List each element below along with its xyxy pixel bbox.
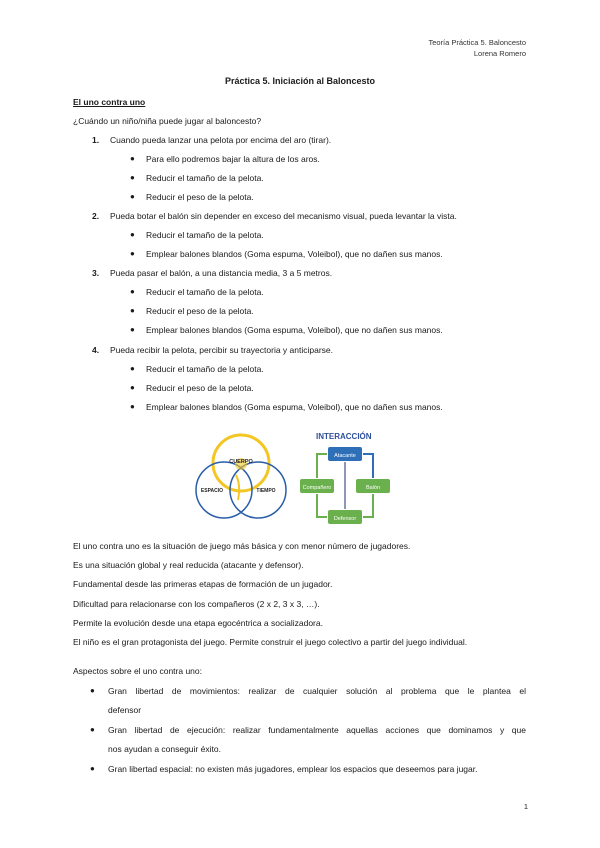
question-text: ¿Cuándo un niño/niña puede jugar al baloncesto? [73, 116, 262, 126]
bullet: ● [130, 383, 135, 392]
item-text: Cuando pueda lanzar una pelota por encima del aro (tirar). [110, 135, 332, 145]
bullet: ● [130, 287, 135, 296]
bullet: ● [90, 764, 95, 773]
item-number: 2. [92, 211, 100, 221]
bullet: ● [130, 192, 135, 201]
sub-item: Reducir el tamaño de la pelota. [146, 364, 264, 374]
interaction-title: INTERACCIÓN [316, 432, 372, 441]
connector-right-top [363, 454, 373, 478]
page-number: 1 [523, 802, 528, 811]
bullet: ● [90, 686, 95, 695]
bullet: ● [130, 306, 135, 315]
item-number: 4. [92, 345, 100, 355]
venn-figure-mark [236, 475, 239, 500]
box-attacker-label: Atacante [334, 453, 356, 459]
paragraph: Permite la evolución desde una etapa egocéntrica a socializadora. [73, 618, 323, 628]
paragraph: Dificultad para relacionarse con los compañeros (2 x 2, 3 x 3, …). [73, 599, 320, 609]
item-number: 3. [92, 268, 100, 278]
item-text: Pueda pasar el balón, a una distancia media, 3 a 5 metros. [110, 268, 333, 278]
section-heading: El uno contra uno [73, 97, 146, 107]
sub-item: Emplear balones blandos (Goma espuma, Voleibol), que no dañen sus manos. [146, 325, 443, 335]
sub-item: Para ello podremos bajar la altura de los aros. [146, 154, 320, 164]
bullet: ● [130, 325, 135, 334]
sub-item: Reducir el tamaño de la pelota. [146, 173, 264, 183]
item-text: Pueda recibir la pelota, percibir su trayectoria y anticiparse. [110, 345, 333, 355]
connector-left-bottom [317, 494, 327, 517]
aspect-item-cont: nos ayudan a conseguir éxito. [108, 744, 221, 754]
box-defender-label: Defensor [333, 516, 357, 522]
sub-item: Reducir el tamaño de la pelota. [146, 230, 264, 240]
aspects-heading: Aspectos sobre el uno contra uno: [73, 666, 202, 676]
page-title: Práctica 5. Iniciación al Baloncesto [224, 76, 376, 86]
bullet: ● [130, 402, 135, 411]
connector-left-top [317, 454, 327, 478]
sub-item: Reducir el peso de la pelota. [146, 306, 254, 316]
bullet: ● [130, 249, 135, 258]
aspect-item: Gran libertad espacial: no existen más jugadores, emplear los espacios que deseemos para jugar. [108, 764, 478, 774]
item-text: Pueda botar el balón sin depender en exceso del mecanismo visual, pueda levantar la vista. [110, 211, 457, 221]
bullet: ● [130, 173, 135, 182]
paragraph: Es una situación global y real reducida (atacante y defensor). [73, 560, 304, 570]
venn-label-body: CUERPO [229, 459, 253, 465]
venn-diagram [186, 430, 296, 522]
paragraph: El uno contra uno es la situación de juego más básica y con menor número de jugadores. [73, 541, 411, 551]
venn-label-time: TIEMPO [256, 488, 276, 494]
bullet: ● [130, 230, 135, 239]
bullet: ● [130, 154, 135, 163]
sub-item: Reducir el tamaño de la pelota. [146, 287, 264, 297]
box-teammate-label: Compañero [302, 485, 332, 491]
sub-item: Emplear balones blandos (Goma espuma, Voleibol), que no dañen sus manos. [146, 402, 443, 412]
aspect-item: Gran libertad de ejecución: realizar fundamentalmente aquellas acciones que dominamos y que [108, 725, 526, 735]
sub-item: Emplear balones blandos (Goma espuma, Voleibol), que no dañen sus manos. [146, 249, 443, 259]
connector-right-bottom [363, 494, 373, 517]
header-course: Teoría Práctica 5. Baloncesto [428, 38, 526, 47]
sub-item: Reducir el peso de la pelota. [146, 383, 254, 393]
bullet: ● [90, 725, 95, 734]
header-author: Lorena Romero [473, 49, 526, 58]
aspect-item-cont: defensor [108, 705, 142, 715]
bullet: ● [130, 364, 135, 373]
venn-label-space: ESPACIO [200, 488, 224, 494]
interaction-diagram [296, 428, 408, 528]
paragraph: El niño es el gran protagonista del juego. Permite construir el juego colectivo a partir del juego individual. [73, 637, 468, 647]
item-number: 1. [92, 135, 100, 145]
sub-item: Reducir el peso de la pelota. [146, 192, 254, 202]
box-ball-label: Balón [365, 485, 381, 491]
aspect-item: Gran libertad de movimientos: realizar de cualquier solución al problema que le plantea el [108, 686, 526, 696]
paragraph: Fundamental desde las primeras etapas de formación de un jugador. [73, 579, 333, 589]
